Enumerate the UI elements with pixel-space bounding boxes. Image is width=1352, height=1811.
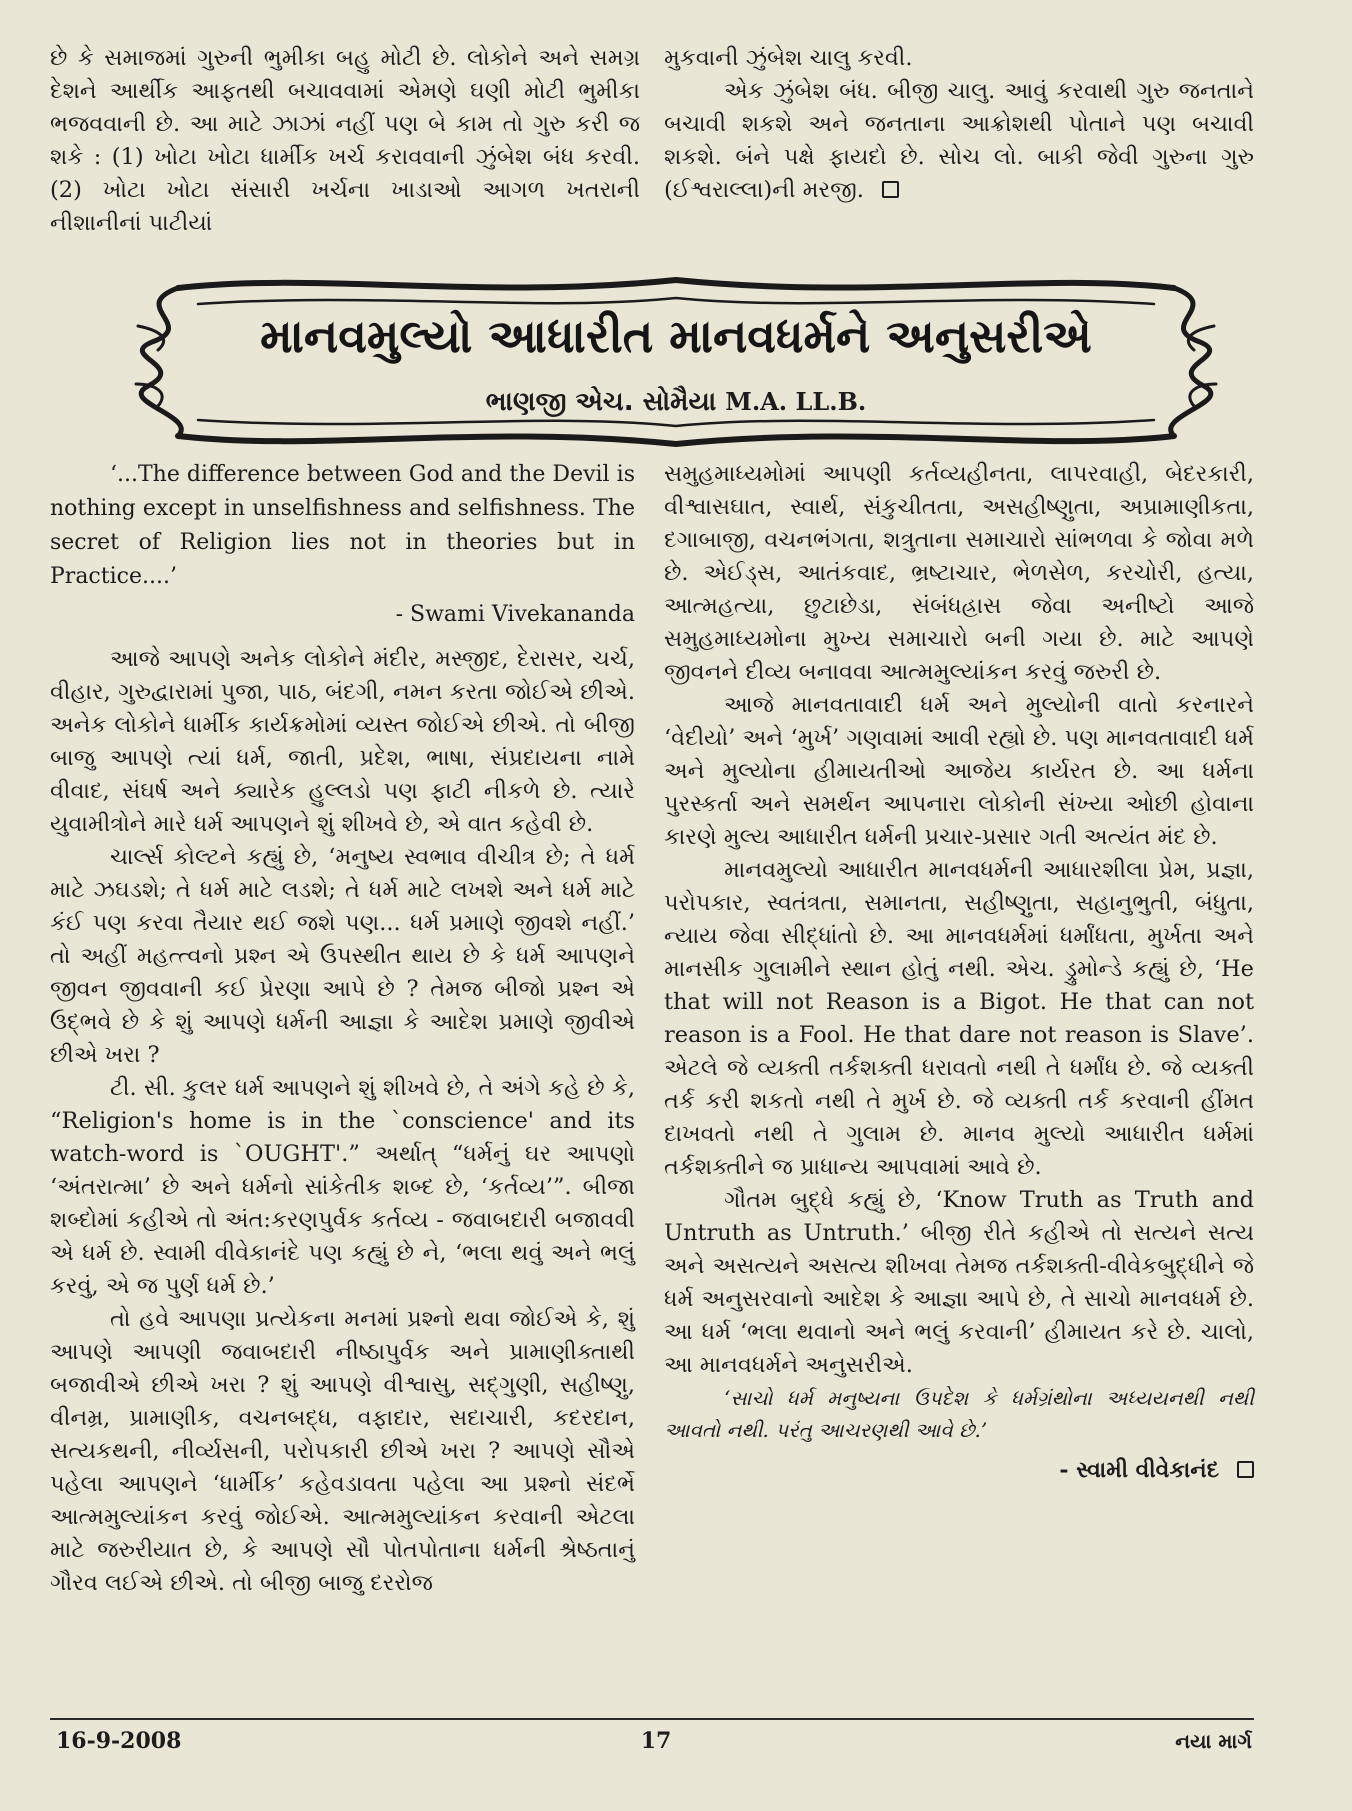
previous-article-left-column — [50, 42, 640, 240]
article-title-banner — [118, 266, 1234, 458]
closing-attribution — [664, 1454, 1254, 1487]
epigraph — [50, 458, 635, 594]
article-paragraph: આજે આપણે અનેક લોકોને મંદીર, મસ્જીદ, દેરાસર, ચર્ચ, વીહાર, ગુરુદ્વારામાં પુજા, પાઠ, બંદગી, નમન કરતા જોઈએ છીએ. અનેક લોકોને ધાર્મીક કાર્યક્રમોમાં વ્યસ્ત જોઈએ છીએ. તો બીજી બાજુ આપણે ત્યાં ધર્મ, જાતી, પ્રદેશ, ભાષા, સંપ્રદાયના નામે વીવાદ, સંઘર્ષ અને ક્યારેક હુલ્લડો પણ ફાટી નીકળે છે. ત્યારે યુવામીત્રોને મારે ધર્મ આપણને શું શીખવે છે, એ વાત કહેવી છે. — [50, 646, 635, 837]
article-left-column — [50, 458, 635, 1600]
author-name: ભાણજી એચ. સોમૈયા — [485, 387, 717, 417]
previous-article-continuation: મુકવાની ઝુંબેશ ચાલુ કરવી. — [664, 45, 913, 71]
closing-quote: ‘સાચો ધર્મ મનુષ્યના ઉપદેશ કે ધર્મગ્રંથોના અધ્યયનથી નથી આવતો નથી. પરંતુ આચરણથી આવે છે.’ — [664, 1386, 1254, 1442]
epigraph-text: ‘...The difference between God and the Devil is nothing except in unselfishness and selfishness. The secret of Religion lies not in theories but in Practice....’ — [50, 462, 635, 589]
author-degree: M.A. LL.B. — [725, 387, 867, 416]
end-of-article-mark — [882, 181, 899, 198]
end-of-article-mark — [1237, 1461, 1254, 1478]
footer-divider — [50, 1718, 1254, 1720]
article-right-column — [664, 458, 1254, 1487]
article-paragraph: ચાર્લ્સ કોલ્ટને કહ્યું છે, ‘મનુષ્ય સ્વભાવ વીચીત્ર છે; તે ધર્મ માટે ઝઘડશે; તે ધર્મ માટે લડશે; તે ધર્મ માટે લખશે અને ધર્મ માટે કંઈ પણ કરવા તૈયાર થઈ જશે પણ... ધર્મ પ્રમાણે જીવશે નહીં.’ તો અહીં મહત્ત્વનો પ્રશ્ન એ ઉપસ્થીત થાય છે કે ધર્મ આપણને જીવન જીવવાની કઈ પ્રેરણા આપે છે ? તેમજ બીજો પ્રશ્ન એ ઉદ્‌ભવે છે કે શું આપણે ધર્મની આજ્ઞા કે આદેશ પ્રમાણે જીવીએ છીએ ખરા ? — [50, 844, 635, 1068]
magazine-name: નયા માર્ગ — [1175, 1729, 1252, 1753]
article-title: માનવમુલ્યો આધારીત માનવધર્મને અનુસરીએ — [260, 309, 1092, 363]
article-paragraph: તો હવે આપણા પ્રત્યેકના મનમાં પ્રશ્નો થવા જોઈએ કે, શું આપણે આપણી જવાબદારી નીષ્ઠાપુર્વક અને પ્રામાણીક્તાથી બજાવીએ છીએ ખરા ? શું આપણે વીશ્વાસુ, સદ્‌ગુણી, સહીષ્ણુ, વીનમ્ર, પ્રામાણીક, વચનબદ્ધ, વફાદાર, સદાચારી, કદરદાન, સત્યકથની, નીર્વ્યસની, પરોપકારી છીએ ખરા ? આપણે સૌએ પહેલા આપણને ‘ધાર્મીક’ કહેવડાવતા પહેલા આ પ્રશ્નો સંદર્ભે આત્મમુલ્યાંકન કરવું જોઈએ. આત્મમુલ્યાંકન કરવાની એટલા માટે જરુરીયાત છે, કે આપણે સૌ પોતપોતાના ધર્મની શ્રેષ્ઠતાનું ગૌરવ લઈએ છીએ. તો બીજી બાજુ દરરોજ — [50, 1306, 635, 1596]
closing-attribution-text: - સ્વામી વીવેકાનંદ — [1059, 1457, 1219, 1483]
article-paragraph: ગૌતમ બુદ્ધે કહ્યું છે, ‘Know Truth as Truth and Untruth as Untruth.’ બીજી રીતે કહીએ તો સત્યને સત્ય અને અસત્યને અસત્ય શીખવા તેમજ તર્કશક્તી-વીવેકબુદ્ધીને જે ધર્મ અનુસરવાનો આદેશ કે આજ્ઞા આપે છે, તે સાચો માનવધર્મ છે. આ ધર્મ ‘ભલા થવાનો અને ભલું કરવાની’ હીમાયત કરે છે. ચાલો, આ માનવધર્મને અનુસરીએ. — [664, 1187, 1254, 1378]
issue-date: 16-9-2008 — [56, 1728, 182, 1754]
article-paragraph: ટી. સી. કુલર ધર્મ આપણને શું શીખવે છે, તે અંગે કહે છે કે, “Religion's home is in the `conscience' and its watch-word is `OUGHT'.” અર્થાત્ “ધર્મનું ઘર આપણો ‘અંતરાત્મા’ છે અને ધર્મનો સાંકેતીક શબ્દ છે, ‘કર્તવ્ય’”. બીજા શબ્દોમાં કહીએ તો અંત:કરણપુર્વક કર્તવ્ય - જવાબદારી બજાવવી એ ધર્મ છે. સ્વામી વીવેકાનંદે પણ કહ્યું છે ને, ‘ભલા થવું અને ભલું કરવું, એ જ પુર્ણ ધર્મ છે.’ — [50, 1075, 635, 1299]
epigraph-attribution: - Swami Vivekananda — [395, 602, 635, 627]
author-line — [118, 386, 1234, 418]
previous-article-closing-text: એક ઝુંબેશ બંધ. બીજી ચાલુ. આવું કરવાથી ગુરુ જનતાને બચાવી શકશે અને જનતાના આક્રોશથી પોતાને પણ બચાવી શકશે. બંને પક્ષે ફાયદો છે. સોચ લો. બાકી જેવી ગુરુના ગુરુ (ઈશ્વરાલ્લા)ની મરજી. — [664, 78, 1254, 203]
previous-article-closing-paragraph — [664, 75, 1254, 207]
article-paragraph: માનવમુલ્યો આધારીત માનવધર્મની આધારશીલા પ્રેમ, પ્રજ્ઞા, પરોપકાર, સ્વતંત્રતા, સમાનતા, સહીષ્ણુતા, સહાનુભુતી, બંધુતા, ન્યાય જેવા સીદ્ધાંતો છે. આ માનવધર્મમાં ધર્માંધતા, મુર્ખતા અને માનસીક ગુલામીને સ્થાન હોતું નથી. એચ. ડ્રુમોન્ડે કહ્યું છે, ‘He that will not Reason is a Bigot. He that can not reason is a Fool. He that dare not reason is Slave’. એટલે જે વ્યક્તી તર્કશક્તી ધરાવતો નથી તે ધર્માંધ છે. જે વ્યક્તી તર્ક કરી શકતો નથી તે મુર્ખ છે. જે વ્યક્તી તર્ક કરવાની હીંમત દાખવતો નથી તે ગુલામ છે. માનવ મુલ્યો આધારીત ધર્મમાં તર્કશક્તીને જ પ્રાધાન્ય આપવામાં આવે છે. — [664, 857, 1254, 1180]
article-paragraph: આજે માનવતાવાદી ધર્મ અને મુલ્યોની વાતો કરનારને ‘વેદીયો’ અને ‘મુર્ખ’ ગણવામાં આવી રહ્યો છે. પણ માનવતાવાદી ધર્મ અને મુલ્યોના હીમાયતીઓ આજેય કાર્યરત છે. આ ધર્મના પુરસ્કર્તા અને સમર્થન આપનારા લોકોની સંખ્યા ઓછી હોવાના કારણે મુલ્ય આધારીત ધર્મની પ્રચાર-પ્રસાર ગતી અત્યંત મંદ છે. — [664, 692, 1254, 850]
article-continuation: સમુહમાધ્યમોમાં આપણી કર્તવ્યહીનતા, લાપરવાહી, બેદરકારી, વીશ્વાસઘાત, સ્વાર્થ, સંકુચીતતા, અસહીષ્ણુતા, અપ્રામાણીકતા, દગાબાજી, વચનભંગતા, શત્રુતાના સમાચારો સાંભળવા કે જોવા મળે છે. એઈડ્સ, આતંકવાદ, ભ્રષ્ટાચાર, ભેળસેળ, કરચોરી, હત્યા, આત્મહત્યા, છુટાછેડા, સંબંધહ્રાસ જેવા અનીષ્ટો આજે સમુહમાધ્યમોના મુખ્ય સમાચારો બની ગયા છે. માટે આપણે જીવનને દીવ્ય બનાવવા આત્મમુલ્યાંકન કરવું જરુરી છે. — [664, 461, 1254, 685]
previous-article-right-column — [664, 42, 1254, 207]
page-number: 17 — [640, 1728, 672, 1754]
previous-article-paragraph: છે કે સમાજમાં ગુરુની ભુમીકા બહુ મોટી છે. લોકોને અને સમગ્ર દેશને આર્થીક આફતથી બચાવવામાં એમણે ઘણી મોટી ભુમીકા ભજવવાની છે. આ માટે ઝાઝાં નહીં પણ બે કામ તો ગુરુ કરી જ શકે : (1) ખોટા ખોટા ધાર્મીક ખર્ચ કરાવવાની ઝુંબેશ બંધ કરવી. (2) ખોટા ખોટા સંસારી ખર્ચના ખાડાઓ આગળ ખતરાની નીશાનીનાં પાટીયાં — [50, 45, 640, 236]
